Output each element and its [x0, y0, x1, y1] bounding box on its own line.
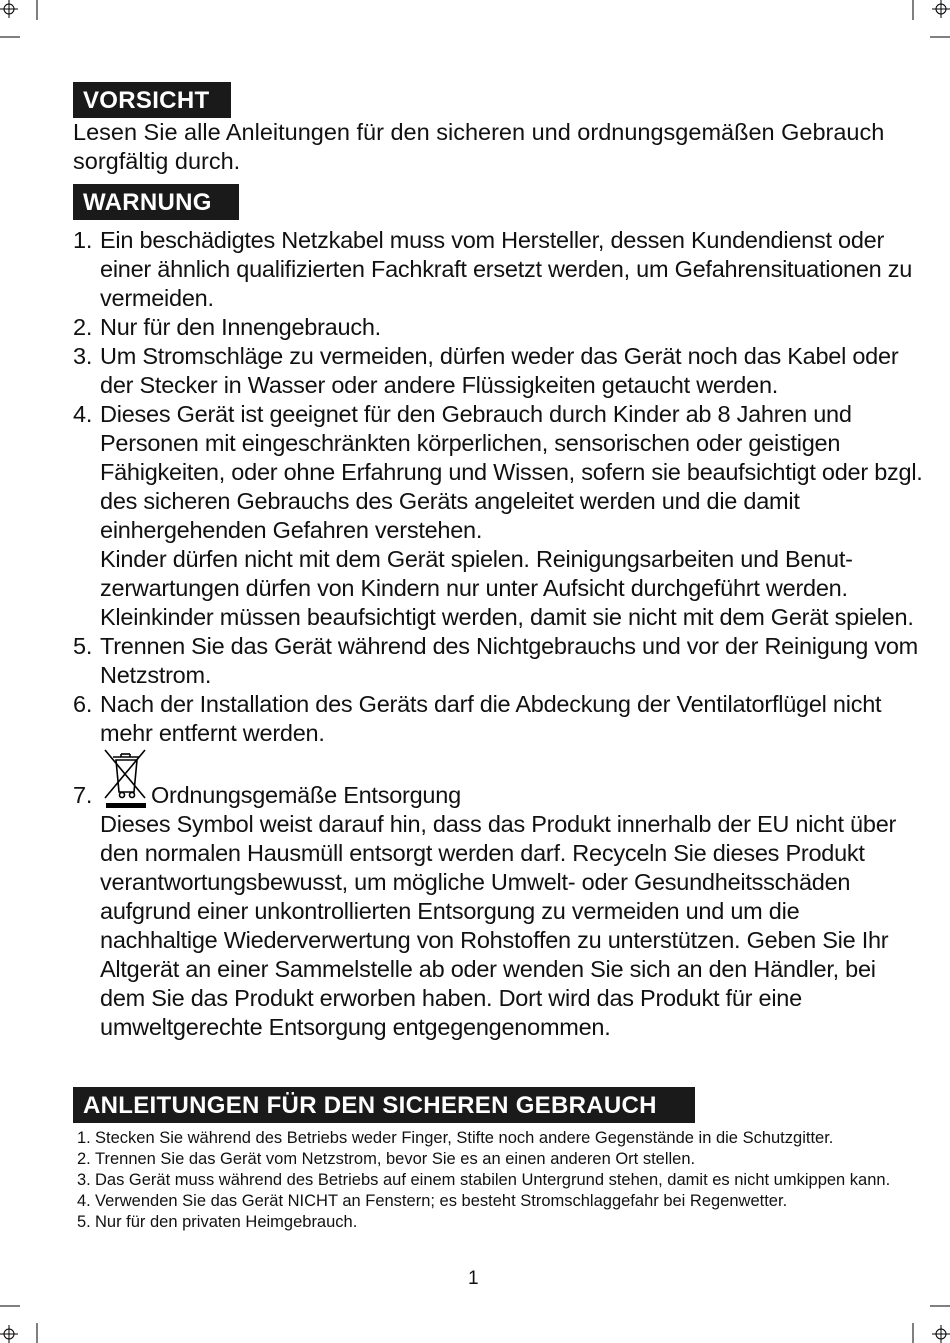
- disposal-header: [73, 748, 923, 810]
- registration-mark-icon: [4, 4, 14, 14]
- warning-item-1: [73, 226, 923, 313]
- warning-heading: WARNUNG: [73, 184, 239, 220]
- safe-use-item-1: [77, 1128, 927, 1149]
- item-number: 3.: [73, 343, 93, 369]
- safe-use-item-3: [77, 1170, 927, 1191]
- item-text: Nach der Installation des Geräts darf die Abdeckung der Ventilatorflügel nicht mehr entfernt werden.: [100, 691, 882, 746]
- item-text: Nur für den Innengebrauch.: [100, 314, 381, 340]
- item-number: 7.: [73, 782, 93, 808]
- weee-crossed-bin-icon: [101, 748, 149, 808]
- item-number: 2.: [77, 1150, 91, 1168]
- item-text: Das Gerät muss während des Betriebs auf einem stabilen Untergrund stehen, damit es nicht umkippen kann.: [95, 1171, 891, 1189]
- warning-item-3: [73, 342, 923, 400]
- item-text-continued: Kinder dürfen nicht mit dem Gerät spielen. Reinigungsarbeiten und Benutzerwartungen dürfen von Kindern nur unter Aufsicht durchgeführt werden. Kleinkinder müssen beaufsichtigt werden, damit sie nicht mit dem Gerät spielen.: [100, 546, 914, 630]
- item-number: 4.: [73, 401, 93, 427]
- item-text: Stecken Sie während des Betriebs weder Finger, Stifte noch andere Gegenstände in die Schutzgitter.: [95, 1129, 834, 1147]
- warning-item-5: [73, 632, 923, 690]
- item-number: 6.: [73, 691, 93, 717]
- safe-use-heading: ANLEITUNGEN FÜR DEN SICHEREN GEBRAUCH: [73, 1087, 695, 1123]
- safe-use-item-2: [77, 1149, 927, 1170]
- item-number: 4.: [77, 1192, 91, 1210]
- item-text: Ein beschädigtes Netzkabel muss vom Hersteller, dessen Kundendienst oder einer ähnlich qualifizierten Fachkraft ersetzt werden, um Gefahrensituationen zu vermeiden.: [100, 227, 913, 311]
- disposal-title: Ordnungsgemäße Entsorgung: [151, 782, 461, 808]
- item-text: Dieses Gerät ist geeignet für den Gebrauch durch Kinder ab 8 Jahren und Personen mit eingeschränkten körperlichen, sensorischen oder geistigen Fähigkeiten, oder ohne Erfahrung und Wissen, sofern sie beaufsichtigt oder bzgl. des sicheren Gebrauchs des Geräts angeleitet werden und die damit einhergehenden Gefahren verstehen.: [100, 401, 923, 543]
- safe-use-list: [77, 1128, 927, 1233]
- item-text: Verwenden Sie das Gerät NICHT an Fenstern; es besteht Stromschlaggefahr bei Regenwetter.: [95, 1192, 788, 1210]
- item-number: 3.: [77, 1171, 91, 1189]
- item-number: 1.: [73, 227, 93, 253]
- page-number: 1: [468, 1268, 479, 1289]
- warning-item-6: [73, 690, 923, 748]
- registration-mark-icon: [936, 1329, 946, 1339]
- registration-mark-icon: [4, 1329, 14, 1339]
- item-number: 1.: [77, 1129, 91, 1147]
- item-text: Trennen Sie das Gerät während des Nichtgebrauchs und vor der Reinigung vom Netzstrom.: [100, 633, 918, 688]
- safe-use-item-5: [77, 1212, 927, 1233]
- warning-item-7: [73, 748, 923, 1042]
- item-number: 5.: [73, 633, 93, 659]
- disposal-text: Dieses Symbol weist darauf hin, dass das Produkt innerhalb der EU nicht über den normalen Hausmüll entsorgt werden darf. Recyceln Sie dieses Produkt verantwortungsbewusst, um mögliche Umwelt- oder Gesundheitsschäden aufgrund einer unkontrollierten Entsorgung zu vermeiden und um die nachhaltige Wiederverwertung von Rohstoffen zu unterstützen. Geben Sie Ihr Altgerät an einer Sammelstelle ab oder wenden Sie sich an den Händler, bei dem Sie das Produkt erworben haben. Dort wird das Produkt für eine umweltgerechte Entsorgung entgegengenommen.: [100, 811, 897, 1040]
- warning-item-4: [73, 400, 923, 632]
- caution-text: Lesen Sie alle Anleitungen für den sicheren und ordnungsgemäßen Gebrauch sorgfältig durch.: [73, 119, 885, 174]
- caution-heading: VORSICHT: [73, 82, 231, 118]
- item-text: Trennen Sie das Gerät vom Netzstrom, bevor Sie es an einen anderen Ort stellen.: [95, 1150, 696, 1168]
- warning-item-2: [73, 313, 923, 342]
- item-text: Nur für den privaten Heimgebrauch.: [95, 1213, 358, 1231]
- item-number: 5.: [77, 1213, 91, 1231]
- warning-list: [73, 226, 923, 1042]
- safe-use-item-4: [77, 1191, 927, 1212]
- registration-mark-icon: [936, 4, 946, 14]
- item-text: Um Stromschläge zu vermeiden, dürfen weder das Gerät noch das Kabel oder der Stecker in Wasser oder andere Flüssigkeiten getaucht werden.: [100, 343, 899, 398]
- item-number: 2.: [73, 314, 93, 340]
